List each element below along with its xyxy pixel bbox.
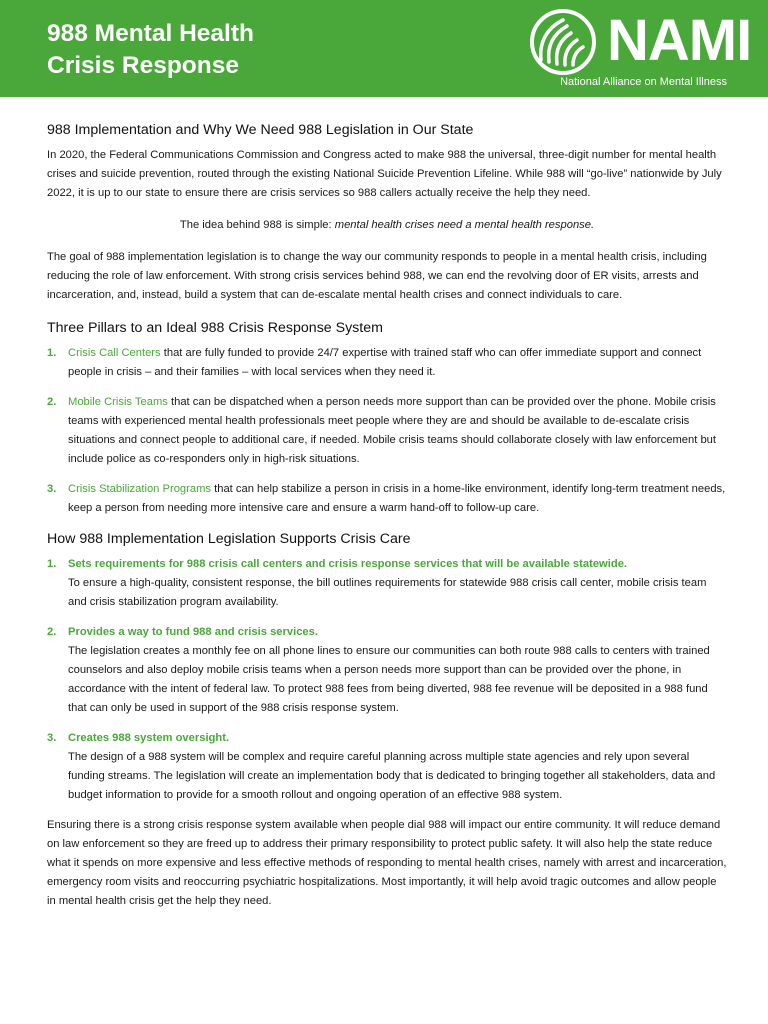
- item-title: Sets requirements for 988 crisis call centers and crisis response services that will be available statewide.: [68, 558, 628, 570]
- item-title: Provides a way to fund 988 and crisis services.: [68, 626, 318, 638]
- intro-paragraph: In 2020, the Federal Communications Commission and Congress acted to make 988 the universal, three-digit number for mental health crises and suicide prevention, routed through the existing National Suicide Prevention Lifeline. While 988 will “go-live” nationwide by July 2022, it is up to our state to ensure there are crisis services so 988 callers actually receive the help they need.: [47, 149, 722, 199]
- list-item: [47, 344, 727, 382]
- item-text: To ensure a high-quality, consistent response, the bill outlines requirements for statewide 988 crisis call center, mobile crisis team and crisis stabilization program availability.: [68, 577, 707, 608]
- item-title: Creates 988 system oversight.: [68, 732, 230, 744]
- header-banner: [0, 0, 768, 97]
- closing-paragraph: Ensuring there is a strong crisis response system available when people dial 988 will impact our entire community. It will reduce demand on law enforcement so they are freed up to address their primary responsibility to protect public safety. It will also help the state reduce what it spends on more expensive and less effective methods of responding to mental health crises, namely with arrest and incarceration, emergency room visits and reoccurring psychiatric hospitalizations. Most importantly, it will help avoid tragic outcomes and allow people in mental health crisis get the help they need.: [47, 819, 727, 907]
- idea-prefix: The idea behind 988 is simple:: [179, 219, 335, 231]
- list-item: [47, 555, 727, 612]
- pillar-term: Mobile Crisis Teams: [68, 396, 168, 408]
- pillar-term: Crisis Call Centers: [68, 347, 161, 359]
- list-number: 3.: [47, 483, 57, 495]
- document-title: [47, 18, 254, 82]
- list-number: 2.: [47, 626, 57, 638]
- nami-logo: [527, 8, 752, 92]
- section-heading-legislation: How 988 Implementation Legislation Supports Crisis Care: [47, 531, 411, 547]
- legislation-list: [47, 555, 727, 805]
- idea-emphasis: mental health crises need a mental health response.: [334, 219, 595, 231]
- list-number: 1.: [47, 347, 57, 359]
- pillar-term: Crisis Stabilization Programs: [68, 483, 211, 495]
- list-number: 1.: [47, 558, 57, 570]
- list-number: 3.: [47, 732, 57, 744]
- list-item: [47, 480, 727, 518]
- list-item: [47, 393, 727, 469]
- section-heading-implementation: 988 Implementation and Why We Need 988 Legislation in Our State: [47, 122, 474, 138]
- list-number: 2.: [47, 396, 57, 408]
- pillar-text: that are fully funded to provide 24/7 expertise with trained staff who can offer immediate support and connect people in crisis – and their families – with local services when they need it.: [68, 347, 702, 378]
- item-text: The design of a 988 system will be complex and require careful planning across multiple state agencies and rely upon several funding streams. The legislation will create an implementation body that is dedicated to bringing together all stakeholders, data and budget information to provide for a smooth rollout and ongoing operation of an effective 988 system.: [68, 751, 716, 801]
- pillar-text: that can be dispatched when a person needs more support than can be provided over the phone. Mobile crisis teams with experienced mental health professionals meet people where they are and should be available to de-escalate crisis situations and connect people to additional care, if needed. Mobile crisis teams should collaborate closely with law enforcement but include police as co-responders only in high-risk situations.: [68, 396, 717, 465]
- goal-paragraph: The goal of 988 implementation legislation is to change the way our community responds to people in a mental health crisis, including reducing the role of law enforcement. With strong crisis services behind 988, we can end the revolving door of ER visits, arrests and incarceration, and, instead, build a system that can de-escalate mental health crises and connect individuals to care.: [47, 251, 707, 301]
- title-line-1: 988 Mental Health: [47, 20, 254, 47]
- item-text: The legislation creates a monthly fee on all phone lines to ensure our communities can both route 988 calls to centers with trained counselors and also deploy mobile crisis teams when a person needs more support than can be provided over the phone, in accordance with the intent of federal law. To protect 988 fees from being diverted, 988 fee revenue will be deposited in a 988 fund that can only be used in support of the 988 crisis response system.: [68, 645, 710, 714]
- pillars-list: [47, 344, 727, 518]
- pillar-text: that can help stabilize a person in crisis in a home-like environment, identify long-term treatment needs, keep a person from needing more intensive care and ensure a warm hand-off to follow-up care.: [68, 483, 726, 514]
- logo-tagline: National Alliance on Mental Illness: [560, 76, 727, 88]
- idea-statement: [47, 216, 727, 235]
- list-item: [47, 729, 727, 805]
- section-heading-pillars: Three Pillars to an Ideal 988 Crisis Response System: [47, 320, 383, 336]
- document-body: [47, 120, 727, 924]
- title-line-2: Crisis Response: [47, 52, 239, 79]
- nami-swirl-icon: [527, 8, 603, 76]
- logo-wordmark: NAMI: [607, 8, 752, 73]
- list-item: [47, 623, 727, 718]
